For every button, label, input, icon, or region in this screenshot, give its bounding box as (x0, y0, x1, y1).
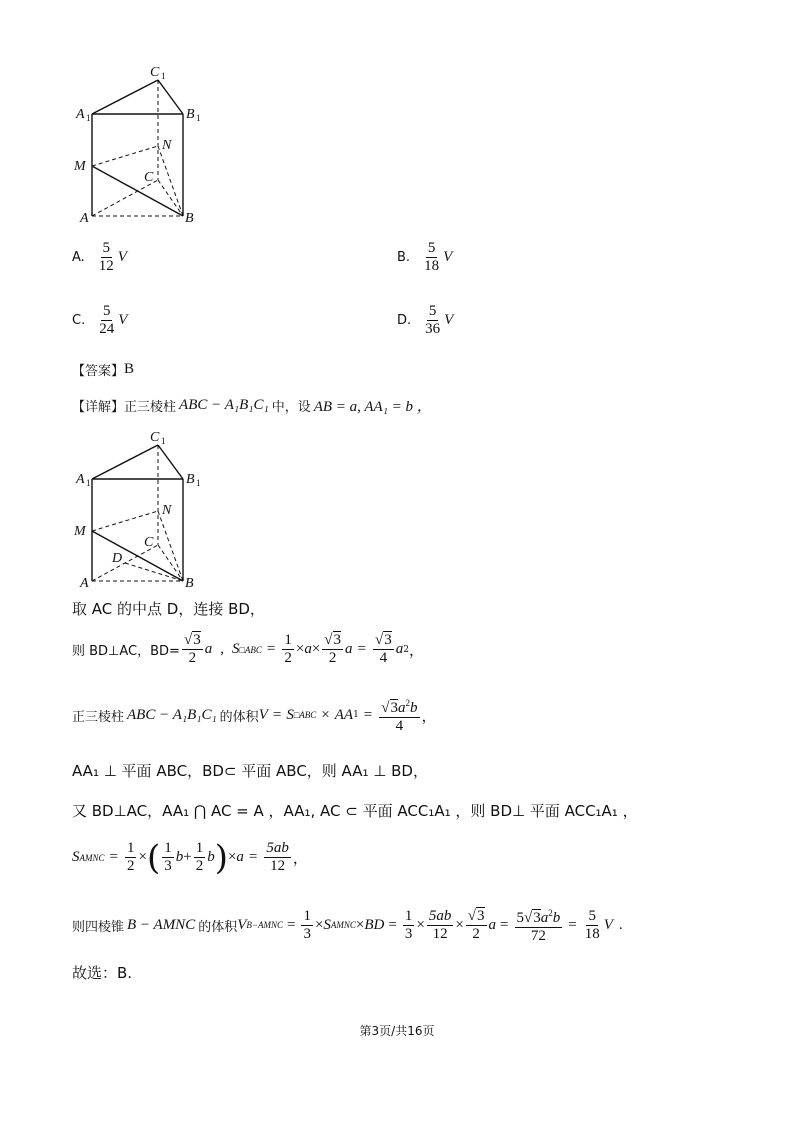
edge-hidden (92, 180, 158, 216)
label-a: A (80, 576, 89, 591)
text-line-6: S AMNC = $\frac{1}{2}$ × ( $\frac{1}{3}$ b + $\frac{1}{2}$ b ) × a = $\frac{5ab}{12}$ ， (72, 837, 308, 878)
answer-line: 【答案】 B (72, 361, 135, 379)
svg-text:1: 1 (161, 71, 166, 81)
svg-text:1: 1 (161, 436, 166, 446)
conclusion: 故选：B. (72, 964, 133, 982)
label-m: M (74, 524, 86, 539)
label-b: B (185, 211, 194, 226)
label-a1: A (76, 472, 85, 487)
label-n: N (162, 138, 172, 153)
prism-figure-2 (70, 425, 210, 595)
prism-figure-1 (70, 60, 210, 230)
edge-hidden (158, 146, 183, 216)
text-line-4: AA₁ ⊥ 平面 ABC，BD⊂ 平面 ABC，则 AA₁ ⊥ BD， (72, 762, 428, 780)
svg-text:1: 1 (196, 113, 201, 123)
label-b1: B (186, 107, 195, 122)
label-c: C (144, 170, 154, 185)
edge (158, 80, 183, 114)
option-c[interactable]: C. $\frac{5}{24}$ V (72, 303, 128, 337)
label-n: N (162, 503, 172, 518)
label-a: A (80, 211, 89, 226)
option-b[interactable]: B. $\frac{5}{18}$ V (397, 240, 453, 274)
label-c1: C (150, 430, 160, 445)
option-a[interactable]: A. $\frac{5}{12}$ V (72, 240, 127, 274)
label-m: M (74, 159, 86, 174)
label-d: D (112, 551, 123, 566)
edge (92, 80, 158, 114)
label-b1: B (186, 472, 195, 487)
label-b: B (185, 576, 194, 591)
label-c: C (144, 535, 154, 550)
edge-hidden (158, 180, 183, 216)
svg-text:1: 1 (86, 478, 91, 488)
text-line-7: 则四棱锥 B − AMNC 的体积 V B−AMNC = $\frac{1}{3}$ × S AMNC × BD = $\frac{1}{3}$ × $\frac{5ab}{12}$ × $\frac{√3}{2}$ a = $\frac{5√3a^2b}{72}$ = $\frac{5}{18}$ V . (72, 905, 623, 945)
detail-line: 【详解】 正三棱柱 ABC − A₁B₁C₁ 中，设 AB = a, AA₁ = b ， (72, 397, 432, 415)
svg-text:1: 1 (196, 478, 201, 488)
text-line-3: 正三棱柱 ABC − A₁B₁C₁ 的体积 V = S □ABC × AA 1 = $\frac{√3a^2b}{4}$ ， (72, 695, 437, 735)
label-a1: A (76, 107, 85, 122)
text-line-1: 取 AC 的中点 D，连接 BD， (72, 600, 265, 618)
text-line-2: 则 BD⊥AC，BD= $\frac{√3}{2}$ a , S □ABC = $\frac{1}{2}$ × a × $\frac{√3}{2}$ a = $\frac{√3}{4}$ a 2 ， (72, 632, 424, 666)
text-line-5: 又 BD⊥AC，AA₁ ⋂ AC = A ，AA₁, AC ⊂ 平面 ACC₁A₁ ，则 BD⊥ 平面 ACC₁A₁ ， (72, 802, 638, 820)
edge-hidden (92, 146, 158, 166)
svg-text:1: 1 (86, 113, 91, 123)
option-d[interactable]: D. $\frac{5}{36}$ V (397, 303, 454, 337)
page-footer: 第3页/共16页 (359, 1024, 435, 1038)
label-c1: C (150, 65, 160, 80)
